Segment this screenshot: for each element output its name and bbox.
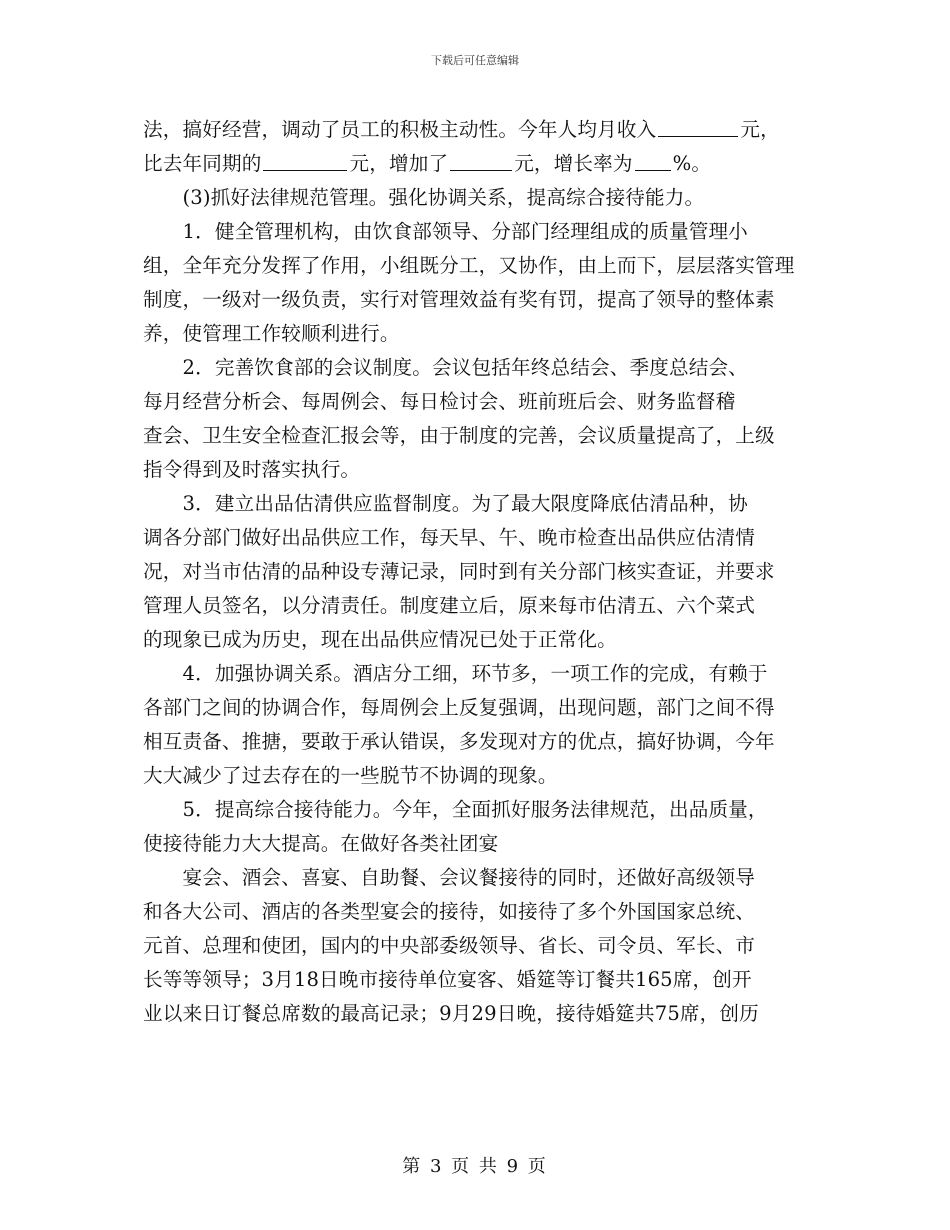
text-line: 长等等领导；3月18日晚市接待单位宴客、婚筵等订餐共165席，创开 <box>143 968 752 991</box>
text-line: 组，全年充分发挥了作用，小组既分工，又协作，由上而下，层层落实管理 <box>143 254 795 277</box>
text-segment: 法，搞好经营，调动了员工的积极主动性。今年人均月收入 <box>143 118 657 141</box>
text-line <box>143 113 809 147</box>
fill-in-blank <box>450 150 512 171</box>
text-line: 1．健全管理机构，由饮食部领导、分部门经理组成的质量管理小 <box>143 220 748 243</box>
text-line: 养，使管理工作较顺利进行。 <box>143 322 400 345</box>
text-line: 大大减少了过去存在的一些脱节不协调的现象。 <box>143 764 558 787</box>
text-line: 宴会、酒会、喜宴、自助餐、会议餐接待的同时，还做好高级领导 <box>143 866 756 889</box>
fill-in-blank <box>263 150 347 171</box>
document-body <box>143 113 809 1031</box>
text-line <box>143 147 809 181</box>
text-line: 5．提高综合接待能力。今年，全面抓好服务法律规范，出品质量， <box>143 798 768 821</box>
text-line: 元首、总理和使团，国内的中央部委级领导、省长、司令员、军长、市 <box>143 934 756 957</box>
text-line: 4．加强协调关系。酒店分工细，环节多，一项工作的完成，有赖于 <box>143 662 768 685</box>
text-line: 相互责备、推搪，要敢于承认错误，多发现对方的优点，搞好协调，今年 <box>143 730 775 753</box>
text-line: 各部门之间的协调合作，每周例会上反复强调，出现问题，部门之间不得 <box>143 696 775 719</box>
text-segment: 比去年同期的 <box>143 152 262 175</box>
text-line: 3．建立出品估清供应监督制度。为了最大限度降底估清品种，协 <box>143 492 748 515</box>
text-line: 2．完善饮食部的会议制度。会议包括年终总结会、季度总结会、 <box>143 356 748 379</box>
text-line: 管理人员签名，以分清责任。制度建立后，原来每市估清五、六个菜式 <box>143 594 756 617</box>
text-line: 每月经营分析会、每周例会、每日检讨会、班前班后会、财务监督稽 <box>143 390 736 413</box>
text-line: 调各分部门做好出品供应工作，每天早、午、晚市检查出品供应估清情 <box>143 526 756 549</box>
text-line: 的现象已成为历史，现在出品供应情况已处于正常化。 <box>143 628 617 651</box>
text-line: 使接待能力大大提高。在做好各类社团宴 <box>143 832 499 855</box>
fill-in-blank <box>658 116 738 137</box>
page-footer: 第 3 页 共 9 页 <box>402 1156 548 1177</box>
text-line: 和各大公司、酒店的各类型宴会的接待，如接待了多个外国国家总统、 <box>143 900 756 923</box>
text-line: (3)抓好法律规范管理。强化协调关系，提高综合接待能力。 <box>143 186 705 209</box>
text-segment: 元， <box>740 118 780 141</box>
text-line: 况，对当市估清的品种设专薄记录，同时到有关分部门核实查证，并要求 <box>143 560 775 583</box>
text-segment: 元，增加了 <box>349 152 449 175</box>
text-line: 指令得到及时落实执行。 <box>143 458 361 481</box>
text-segment: 元，增长率为 <box>514 152 633 175</box>
text-line: 查会、卫生安全检查汇报会等，由于制度的完善，会议质量提高了，上级 <box>143 424 775 447</box>
text-line: 制度，一级对一级负责，实行对管理效益有奖有罚，提高了领导的整体素 <box>143 288 775 311</box>
text-segment: %。 <box>672 152 712 175</box>
fill-in-blank <box>635 150 671 171</box>
text-line: 业以来日订餐总席数的最高记录；9月29日晚，接待婚筵共75席，创历 <box>143 1002 759 1025</box>
page-header: 下载后可任意编辑 <box>431 54 519 67</box>
